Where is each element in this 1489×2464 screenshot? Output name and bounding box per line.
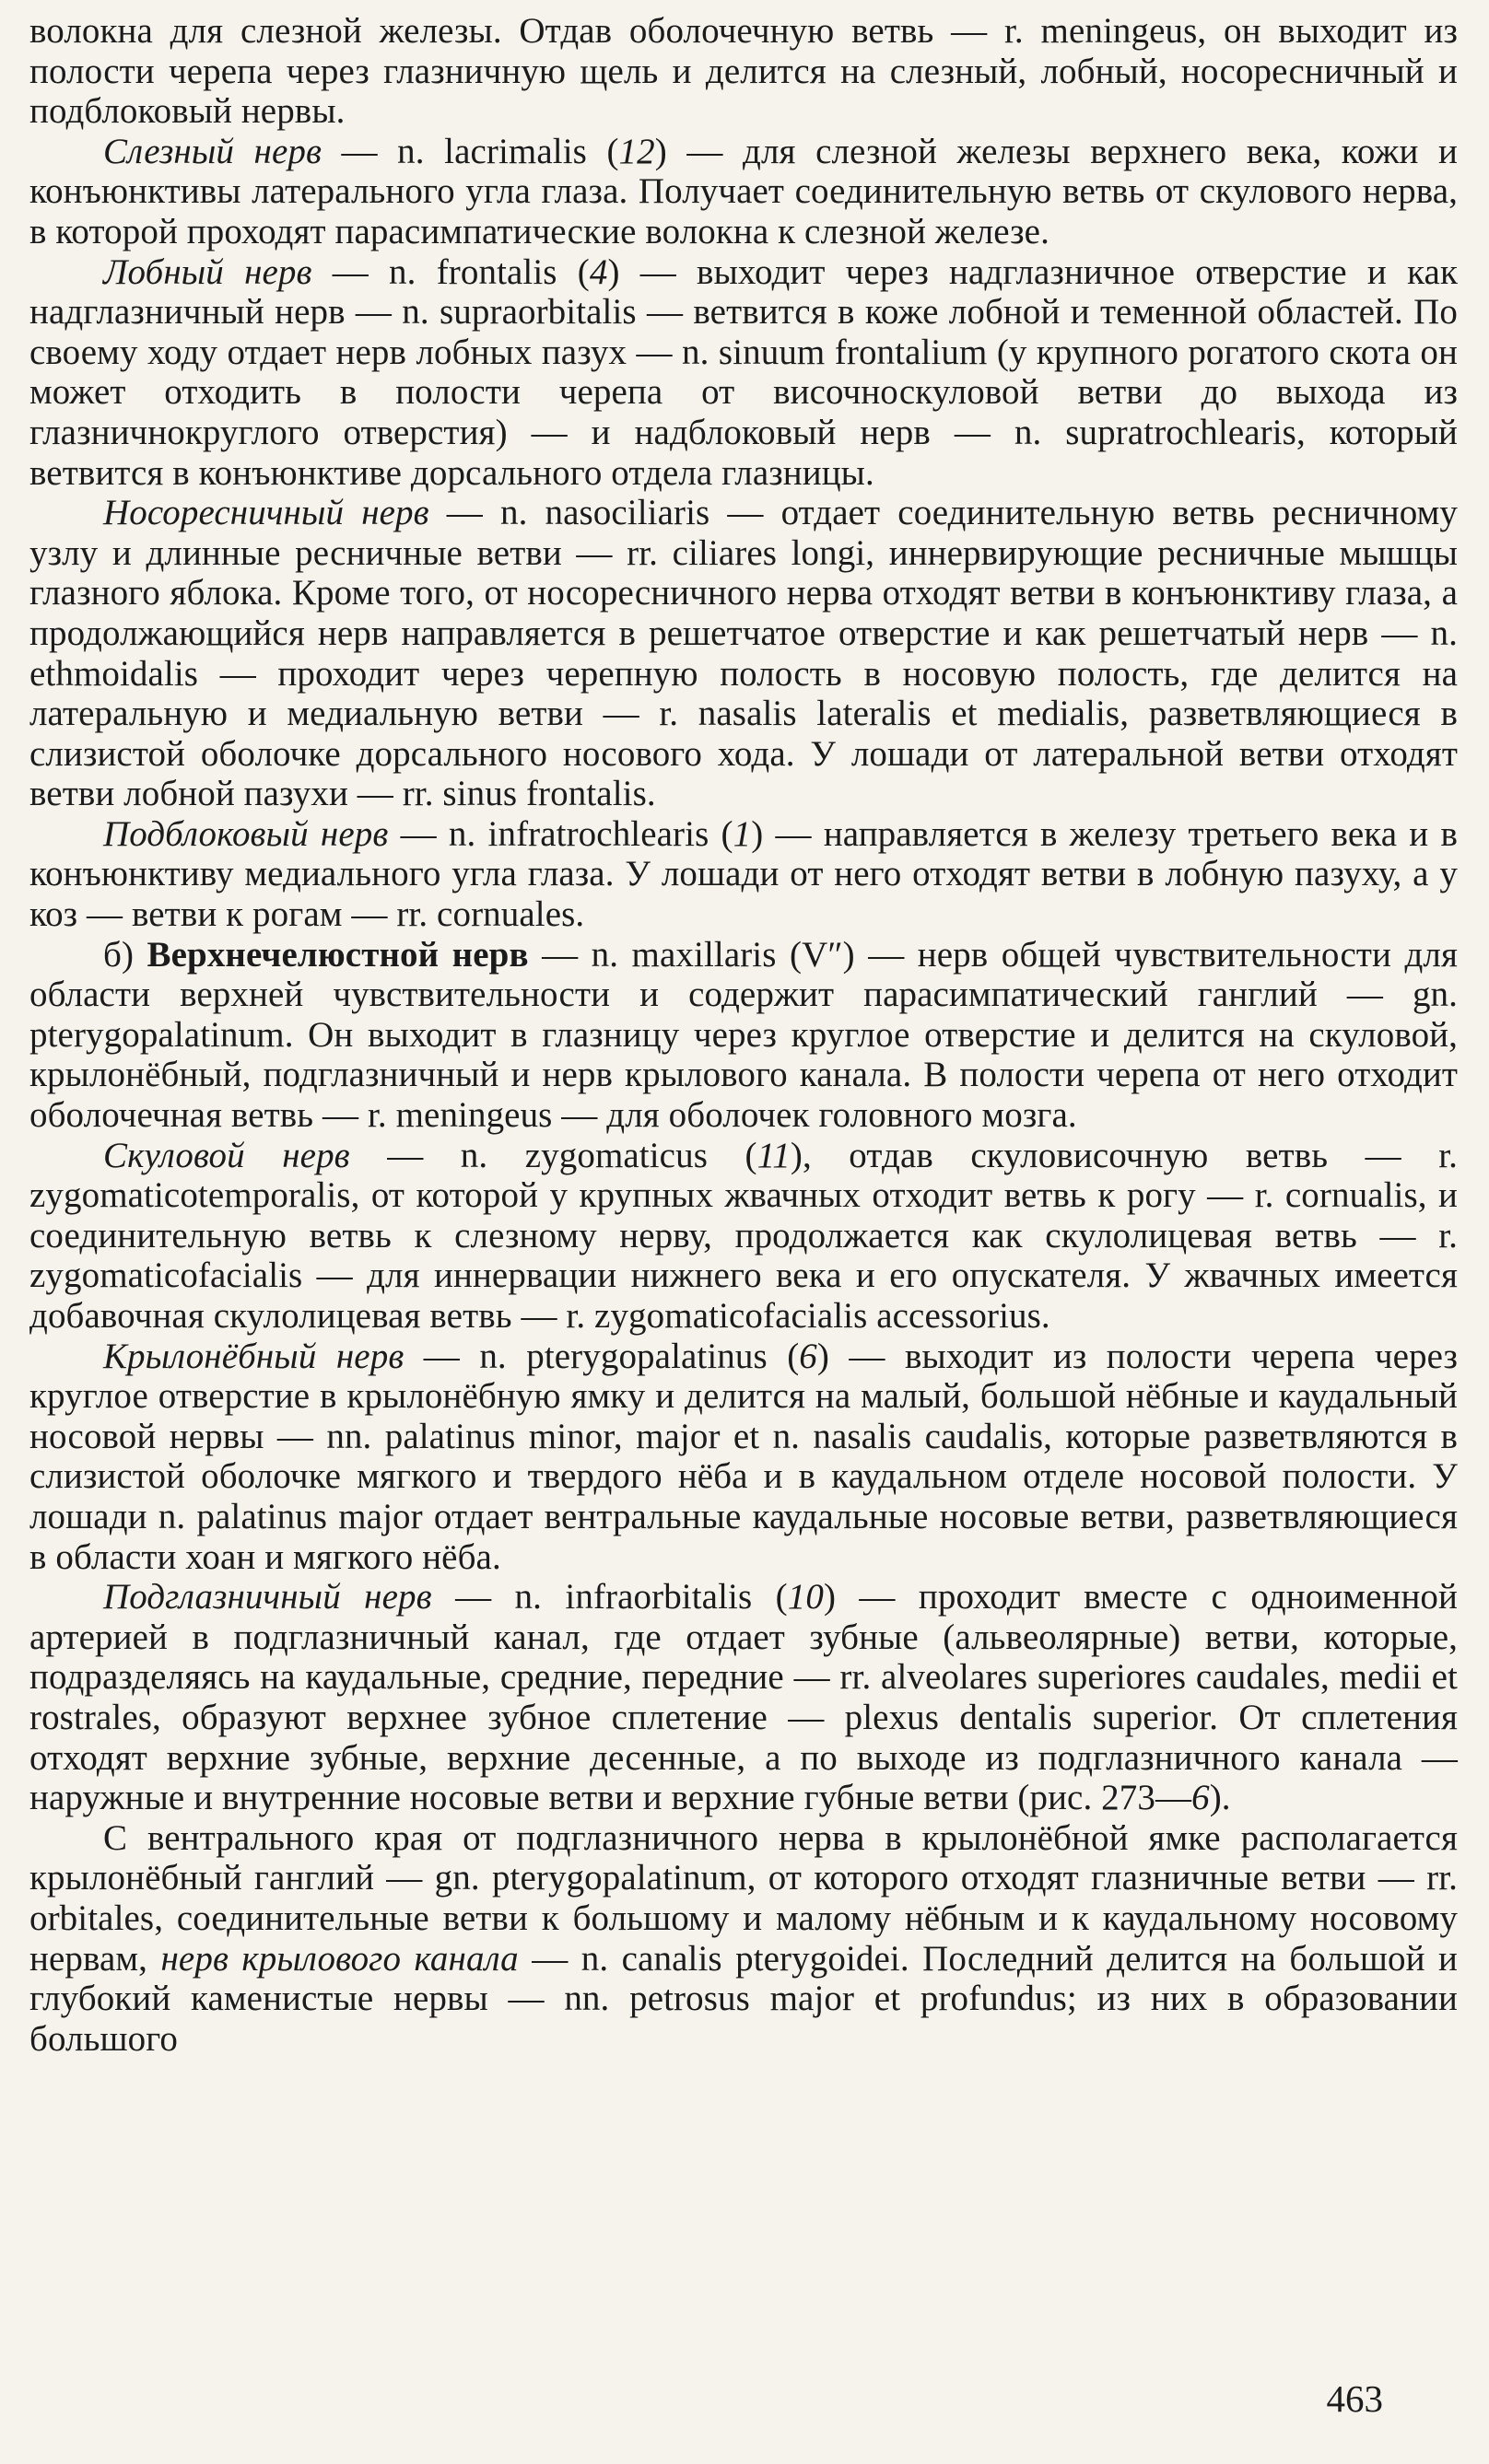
term-heading: Скуловой нерв <box>103 1135 350 1175</box>
paragraph-text: волокна для слезной железы. Отдав оболочечную ветвь — r. meningeus, он выходит из полости черепа через глазничную щель и делится на слезный, лобный, носоресничный и подблоковый нервы. <box>29 11 1458 132</box>
figure-ref: 6 <box>1191 1778 1210 1818</box>
paragraph-text: ) — проходит вместе с одноименной артерией в подглазничный канал, где отдает зубные (альвеолярные) ветви, которые, подразделяясь на каудальные, средние, передние — rr. alveolares superiores caudales, medii et rostrales, образуют верхнее зубное сплетение — plexus dentalis superior. От сплетения отходят верхние зубные, верхние десенные, а по выходе из подглазничного канала — наружные и внутренние носовые ветви и верхние губные ветви (рис. 273— <box>29 1577 1458 1818</box>
paragraph-text: — n. infratrochlearis ( <box>388 813 733 854</box>
term-heading: Лобный нерв <box>103 251 312 292</box>
paragraph-zygomatic-nerve <box>29 1136 1458 1337</box>
paragraph-text: — n. pterygopalatinus ( <box>404 1336 800 1376</box>
figure-ref: 12 <box>618 131 655 171</box>
section-heading: Верхнечелюстной нерв <box>147 934 529 975</box>
figure-ref: 4 <box>589 251 608 292</box>
paragraph-text: — n. zygomaticus ( <box>349 1135 757 1175</box>
paragraph <box>29 11 1458 132</box>
page-text <box>29 11 1458 2059</box>
paragraph-maxillary-nerve <box>29 935 1458 1136</box>
paragraph-text: ) — выходит из полости черепа через круглое отверстие в крылонёбную ямку и делится на малый, большой нёбные и каудальный носовой нервы — nn. palatinus minor, major et n. nasalis caudalis, которые разветвляются в слизистой оболочке мягкого и твердого нёба и в каудальном отделе носовой полости. У лошади n. palatinus major отдает вентральные каудальные носовые ветви, разветвляющиеся в области хоан и мягкого нёба. <box>29 1336 1459 1577</box>
paragraph-text: — n. nasociliaris — отдает соединительную ветвь ресничному узлу и длинные ресничные ветви — rr. ciliares longi, иннервирующие ресничные мышцы глазного яблока. Кроме того, от носоресничного нерва отходят ветви в конъюнктиву глаза, а продолжающийся нерв направляется в решетчатое отверстие и как решетчатый нерв — n. ethmoidalis — проходит через черепную полость в носовую полость, где делится на латеральную и медиальную ветви — r. nasalis lateralis et medialis, разветвляющиеся в слизистой оболочке дорсального носового хода. У лошади от латеральной ветви отходят ветви лобной пазухи — rr. sinus frontalis. <box>29 493 1458 814</box>
figure-ref: 6 <box>799 1336 817 1376</box>
paragraph-nasociliary-nerve <box>29 493 1458 814</box>
paragraph-text: — n. infraorbitalis ( <box>431 1577 788 1617</box>
paragraph-text: ). <box>1209 1778 1231 1818</box>
figure-ref: 10 <box>787 1577 824 1617</box>
term-heading: Слезный нерв <box>103 131 322 171</box>
page-number: 463 <box>1326 2377 1383 2420</box>
paragraph-text: ), отдав скуловисочную ветвь — r. zygomaticotemporalis, от которой у крупных жвачных отходит ветвь к рогу — r. cornualis, и соединительную ветвь к слезному нерву, продолжается как скулолицевая ветвь — r. zygomaticofacialis — для иннервации нижнего века и его опускателя. У жвачных имеется добавочная скулолицевая ветвь — r. zygomaticofacialis accessorius. <box>29 1135 1458 1336</box>
paragraph-text: С вентрального края от подглазничного нерва в крылонёбной ямке располагается крылонёбный ганглий — gn. pterygopalatinum, от которого отходят глазничные ветви — rr. orbitales, соединительные ветви к большому и малому нёбным и к каудальному носовому нервам, <box>29 1817 1458 1979</box>
paragraph-text: — n. frontalis ( <box>311 251 590 292</box>
paragraph-infraorbital-nerve <box>29 1577 1458 1818</box>
paragraph-pterygopalatine-ganglion <box>29 1818 1458 2060</box>
figure-ref: 1 <box>733 813 752 854</box>
paragraph-text: ) — выходит через надглазничное отверстие и как надглазничный нерв — n. supraorbitalis — ветвится в коже лобной и теменной областей. По своему ходу отдает нерв лобных пазух — n. sinuum frontalium (у крупного рогатого скота он может отходить в полости черепа от височноскуловой ветви до выхода из глазничнокруглого отверстия) — и надблоковый нерв — n. supratrochlearis, который ветвится в конъюнктиве дорсального отдела глазницы. <box>29 251 1458 493</box>
paragraph-text: — n. maxillaris (V″) — нерв общей чувствительности для области верхней чувствительности и содержит парасимпатический ганглий — gn. pterygopalatinum. Он выходит в глазницу через круглое отверстие и делится на скуловой, крылонёбный, подглазничный и нерв крылового канала. В полости черепа от него отходит оболочечная ветвь — r. meningeus — для оболочек головного мозга. <box>29 934 1458 1136</box>
paragraph-text: ) — для слезной железы верхнего века, кожи и конъюнктивы латерального угла глаза. Получает соединительную ветвь от скулового нерва, в которой проходят парасимпатические волокна к слезной железе. <box>29 131 1458 251</box>
term-heading: Подглазничный нерв <box>103 1577 432 1617</box>
paragraph-text: — n. canalis pterygoidei. Последний делится на большой и глубокий каменистые нервы — nn. petrosus major et profundus; из них в образовании большого <box>29 1938 1459 2059</box>
section-marker: б) <box>103 934 147 975</box>
paragraph-frontal-nerve <box>29 252 1458 494</box>
paragraph-text: — n. lacrimalis ( <box>321 131 619 171</box>
paragraph-text: ) — направляется в железу третьего века и в конъюнктиву медиального угла глаза. У лошади от него отходят ветви в лобную пазуху, а у коз — ветви к рогам — rr. cornuales. <box>29 813 1458 935</box>
paragraph-pterygopalatine-nerve <box>29 1337 1458 1578</box>
paragraph-infratrochlear-nerve <box>29 814 1458 935</box>
term-heading: Подблоковый нерв <box>103 813 389 854</box>
term-heading: Крылонёбный нерв <box>103 1336 404 1376</box>
term-heading: нерв крылового канала <box>160 1938 519 1979</box>
paragraph-lacrimal-nerve <box>29 132 1458 252</box>
term-heading: Носоресничный нерв <box>103 493 429 533</box>
figure-ref: 11 <box>756 1135 791 1175</box>
